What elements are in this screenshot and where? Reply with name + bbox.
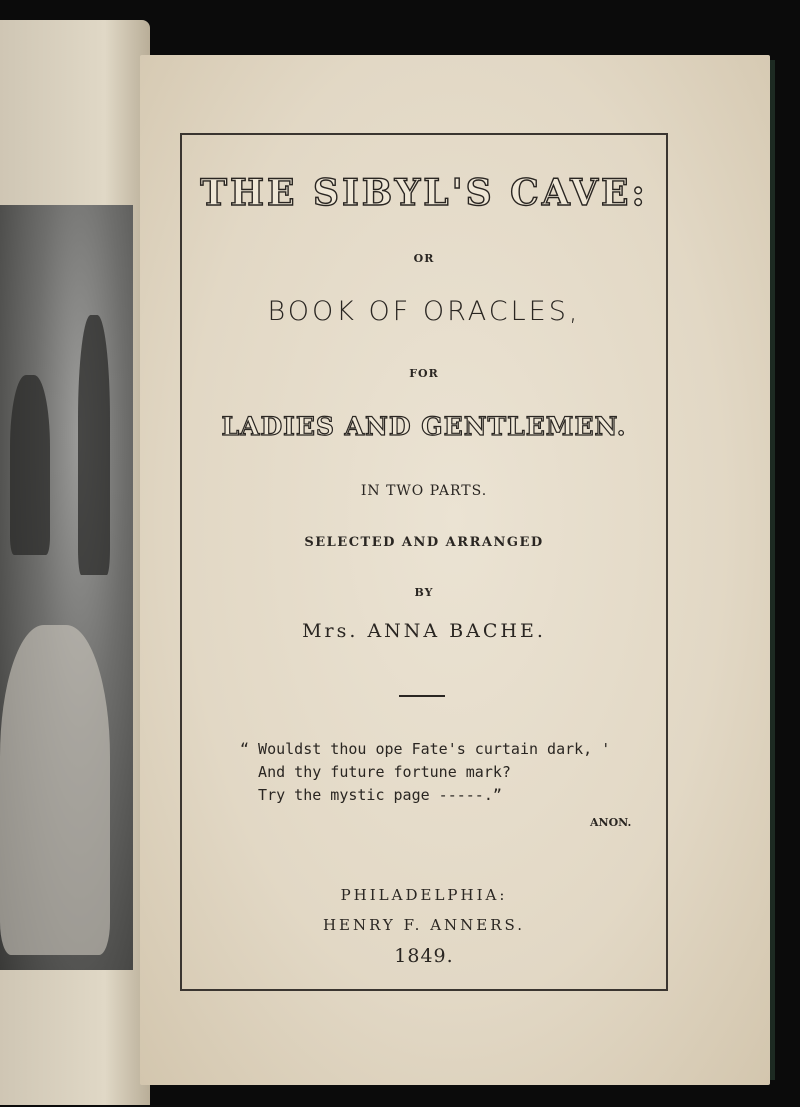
author-name: Mrs. ANNA BACHE. <box>302 620 546 642</box>
by-text: BY <box>414 586 434 599</box>
frontispiece-engraving <box>0 205 133 970</box>
publisher: HENRY F. ANNERS. <box>322 916 526 934</box>
book-subtitle: BOOK OF ORACLES, <box>267 296 581 327</box>
divider-rule <box>399 695 445 697</box>
epigraph-line: Try the mystic page -----.” <box>240 786 502 804</box>
frontispiece-page <box>0 20 150 1105</box>
engraving-figure-child <box>10 375 50 555</box>
book-title: THE SIBYL'S CAVE: <box>200 172 648 214</box>
audience-text: LADIES AND GENTLEMEN. <box>221 412 627 441</box>
epigraph-line: And thy future fortune mark? <box>240 763 511 781</box>
for-text: FOR <box>409 367 439 380</box>
engraving-figure-standing <box>78 315 110 575</box>
city: PHILADELPHIA: <box>340 886 508 904</box>
selected-text: SELECTED AND ARRANGED <box>304 535 544 550</box>
parts-text: IN TWO PARTS. <box>360 483 488 499</box>
engraving-figure-seated <box>0 625 110 955</box>
epigraph <box>240 738 610 807</box>
or-text: OR <box>413 252 435 265</box>
epigraph-attribution: ANON. <box>590 816 632 829</box>
epigraph-line: “ Wouldst thou ope Fate's curtain dark, ' <box>240 740 611 758</box>
year: 1849. <box>394 945 454 967</box>
